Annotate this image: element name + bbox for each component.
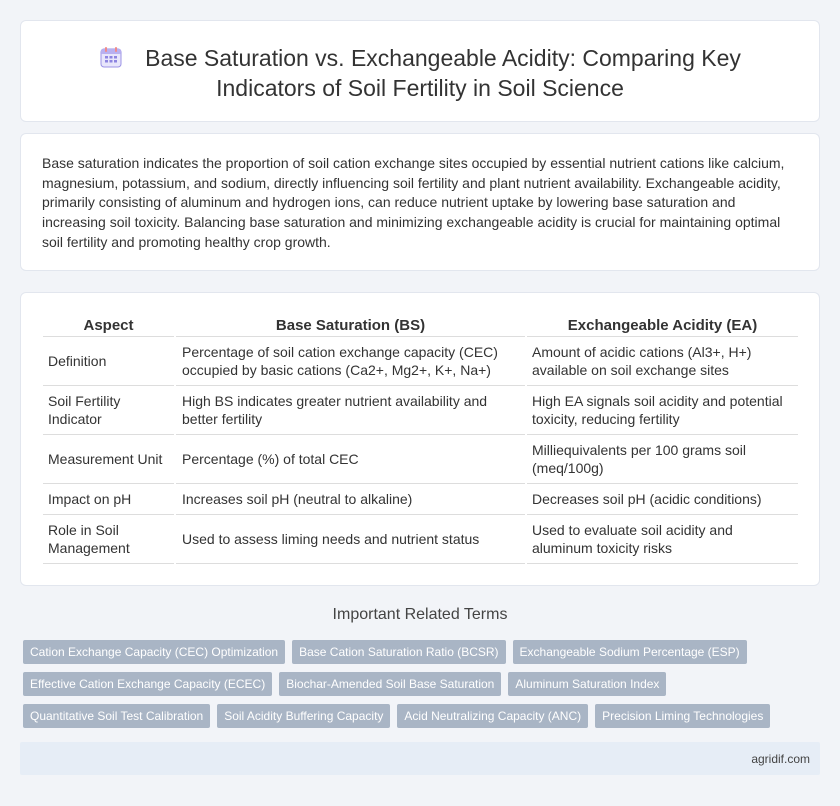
intro-paragraph: Base saturation indicates the proportion of soil cation exchange sites occupied by essential nutrient cations like calcium, magnesium, potassium, and sodium, directly influencing soil fertility and plant nutrient availability. Exchangeable acidity, primarily consisting of aluminum and hydrogen ions, can reduce nutrient uptake by lowering base saturation and increasing soil toxicity. Balancing base saturation and minimizing exchangeable acidity is crucial for maintaining optimal soil fertility and promoting healthy crop growth.	[42, 155, 785, 250]
table-row	[43, 435, 798, 484]
header-exchangeable-acidity: Exchangeable Acidity (EA)	[527, 315, 798, 337]
tag-row	[23, 672, 823, 696]
cell-bs: Increases soil pH (neutral to alkaline)	[176, 484, 525, 515]
table-row	[43, 337, 798, 386]
related-term-tag[interactable]: Exchangeable Sodium Percentage (ESP)	[513, 640, 747, 664]
cell-aspect: Measurement Unit	[43, 435, 174, 484]
related-terms-title: Important Related Terms	[332, 606, 508, 623]
title-card	[20, 20, 820, 122]
tag-row	[23, 640, 823, 664]
related-term-tag[interactable]: Base Cation Saturation Ratio (BCSR)	[292, 640, 505, 664]
related-term-tag[interactable]: Acid Neutralizing Capacity (ANC)	[397, 704, 588, 728]
cell-bs: Used to assess liming needs and nutrient status	[176, 515, 525, 564]
comparison-card	[20, 292, 820, 586]
cell-ea: Milliequivalents per 100 grams soil (meq/100g)	[527, 435, 798, 484]
cell-bs: Percentage of soil cation exchange capacity (CEC) occupied by basic cations (Ca2+, Mg2+, K+, Na+)	[176, 337, 525, 386]
related-term-tag[interactable]: Effective Cation Exchange Capacity (ECEC)	[23, 672, 272, 696]
related-term-tag[interactable]: Aluminum Saturation Index	[508, 672, 666, 696]
cell-aspect: Soil Fertility Indicator	[43, 386, 174, 435]
header-base-saturation: Base Saturation (BS)	[176, 315, 525, 337]
related-term-tag[interactable]: Cation Exchange Capacity (CEC) Optimization	[23, 640, 285, 664]
header-aspect: Aspect	[43, 315, 174, 337]
title-line-2: Indicators of Soil Fertility in Soil Science	[216, 75, 624, 101]
title-line-1: Base Saturation vs. Exchangeable Acidity: Comparing Key	[145, 45, 741, 71]
page-title	[21, 43, 819, 103]
related-term-tag[interactable]: Quantitative Soil Test Calibration	[23, 704, 210, 728]
related-term-tag[interactable]: Biochar-Amended Soil Base Saturation	[279, 672, 501, 696]
related-terms-tags	[23, 640, 823, 736]
cell-ea: Used to evaluate soil acidity and aluminum toxicity risks	[527, 515, 798, 564]
tag-row	[23, 704, 823, 728]
table-header-row	[43, 315, 798, 337]
cell-ea: High EA signals soil acidity and potential toxicity, reducing fertility	[527, 386, 798, 435]
comparison-table	[41, 315, 800, 564]
cell-bs: High BS indicates greater nutrient availability and better fertility	[176, 386, 525, 435]
footer-site-link[interactable]: agridif.com	[751, 752, 810, 766]
cell-aspect: Impact on pH	[43, 484, 174, 515]
table-row	[43, 386, 798, 435]
cell-bs: Percentage (%) of total CEC	[176, 435, 525, 484]
intro-card	[20, 133, 820, 271]
cell-ea: Amount of acidic cations (Al3+, H+) available on soil exchange sites	[527, 337, 798, 386]
related-term-tag[interactable]: Soil Acidity Buffering Capacity	[217, 704, 390, 728]
footer-bar	[20, 742, 820, 775]
table-row	[43, 484, 798, 515]
table-row	[43, 515, 798, 564]
cell-ea: Decreases soil pH (acidic conditions)	[527, 484, 798, 515]
cell-aspect: Definition	[43, 337, 174, 386]
related-term-tag[interactable]: Precision Liming Technologies	[595, 704, 770, 728]
cell-aspect: Role in Soil Management	[43, 515, 174, 564]
calendar-icon	[99, 45, 123, 69]
